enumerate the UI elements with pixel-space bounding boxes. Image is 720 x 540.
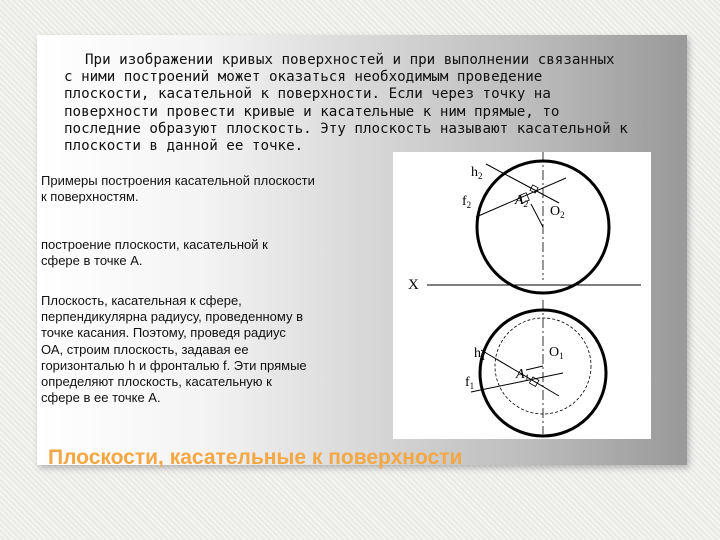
intro-line: с ними построений может оказаться необходимым проведение [64,69,543,86]
explanation-line: определяют плоскость, касательную к [41,374,272,390]
label-h1: h [474,346,481,361]
label-O1: O [549,345,560,360]
label-h2-sub: 2 [478,171,483,181]
svg-text:O2 [550,204,565,220]
label-O1-sub: 1 [559,351,564,361]
svg-text:f1 [465,375,474,391]
svg-text:h2 [471,165,483,181]
examples-line: Примеры построения касательной плоскости [41,173,315,188]
explanation-line: горизонталью h и фронталью f. Эти прямые [41,357,307,373]
label-f1-sub: 1 [469,381,475,391]
explanation-line: точке касания. Поэтому, проведя радиус [41,325,286,341]
label-f1: f [465,375,470,390]
label-A1-sub: 1 [524,373,530,383]
intro-line: поверхности провести кривые и касательные к ним прямые, то [64,103,560,120]
sphere-construction-paragraph [41,237,393,269]
examples-line: к поверхностям. [41,189,139,205]
label-A1: A [516,367,525,382]
sphere-line: построение плоскости, касательной к [41,237,268,252]
explanation-line: перпендикулярна радиусу, проведенному в [41,309,304,325]
intro-line: плоскости в данной ее точке. [64,138,304,155]
intro-paragraph [64,52,680,155]
slide-title: Плоскости, касательные к поверхности [48,446,463,469]
radius-front [531,204,543,227]
label-x: X [408,277,419,293]
sphere-line: сфере в точке А. [41,253,143,269]
explanation-line: Плоскость, касательная к сфере, [41,293,242,308]
svg-text:f2 [462,194,471,210]
label-A2: A [515,193,524,208]
label-O2-sub: 2 [560,210,565,220]
label-O2: O [550,204,561,219]
drawing-svg [393,152,651,439]
label-f2-sub: 2 [466,200,472,210]
examples-paragraph [41,173,393,205]
label-h1-sub: 1 [481,352,486,362]
explanation-line: ОА, строим плоскость, задавая ее [41,341,249,357]
svg-text:O1 [549,345,564,361]
explanation-line: сфере в ее точке А. [41,390,161,406]
label-A2-sub: 2 [523,199,529,209]
label-f2: f [462,194,467,209]
label-h2: h [471,165,478,180]
intro-line: последние образуют плоскость. Эту плоскость называют касательной к [64,120,628,137]
sphere-tangent-drawing [393,152,651,439]
drawing-labels [408,165,565,391]
explanation-paragraph [41,293,393,406]
radius-top [526,366,543,370]
intro-line: При изображении кривых поверхностей и при выполнении связанных [85,52,615,68]
intro-line: плоскости, касательной к поверхности. Если через точку на [64,86,551,103]
